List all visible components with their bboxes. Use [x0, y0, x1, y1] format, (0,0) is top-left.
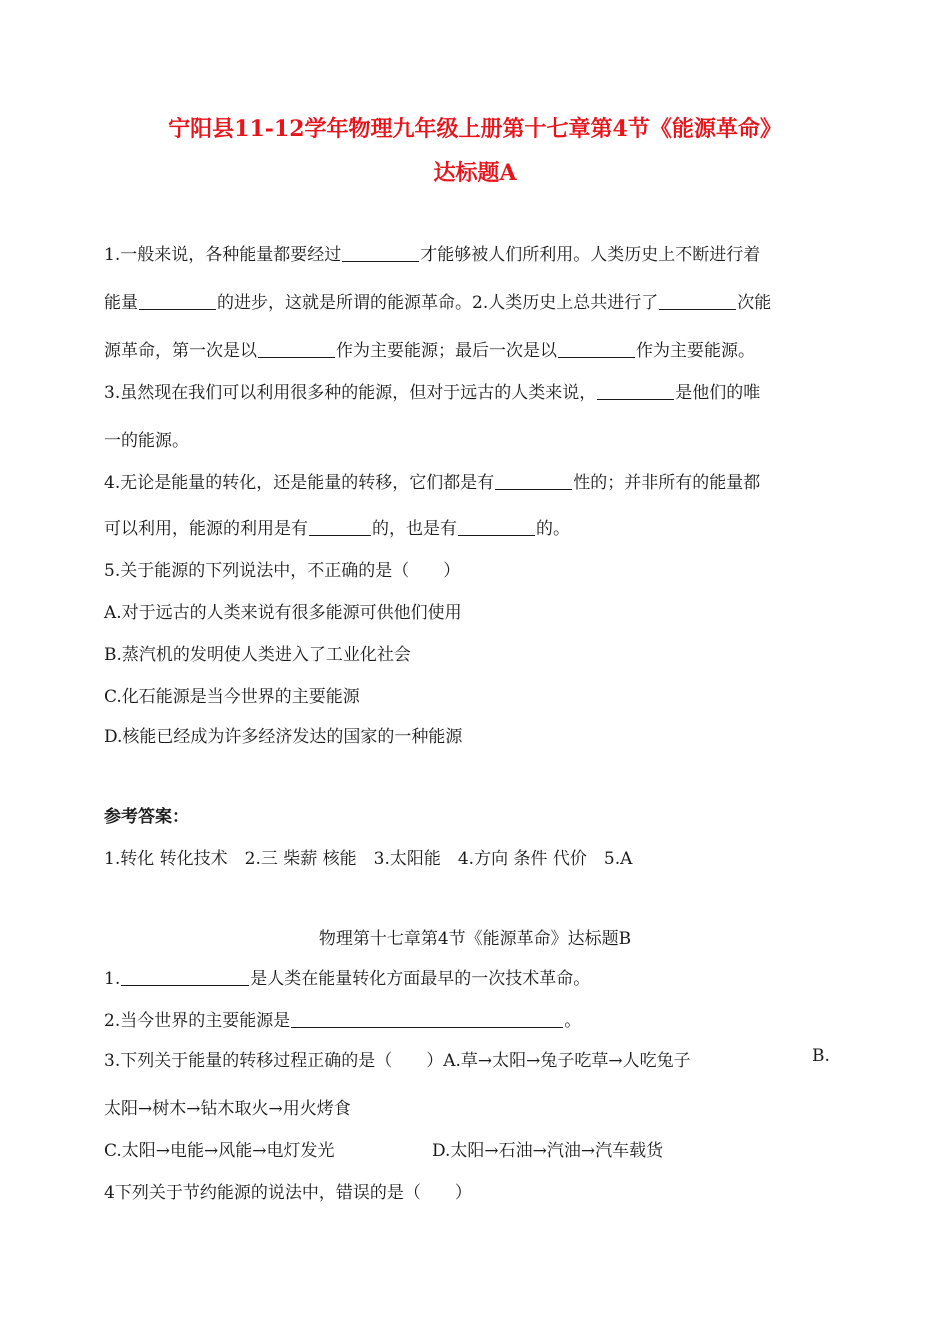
- b-q3-option-d: D.太阳→石油→汽油→汽车载货: [432, 1141, 664, 1161]
- question-3-line2: 一的能源。: [104, 431, 189, 451]
- section-b-question-1: [104, 964, 590, 989]
- question-5-option-a: A.对于远古的人类来说有很多能源可供他们使用: [104, 603, 462, 623]
- question-5-option-b: B.蒸汽机的发明使人类进入了工业化社会: [104, 645, 411, 665]
- answer-blank[interactable]: [495, 473, 572, 490]
- answer-blank[interactable]: [309, 519, 371, 536]
- q1-text-4: 的进步，这就是所谓的能源革命。2.人类历史上总共进行了: [217, 293, 659, 313]
- b-q3-text: 3.下列关于能量的转移过程正确的是（ ）A.草→太阳→兔子吃草→人吃兔子: [104, 1051, 691, 1071]
- section-b-question-3-line1: [104, 1046, 691, 1071]
- question-5-option-c: C.化石能源是当今世界的主要能源: [104, 687, 360, 707]
- q1-text-2: 才能够被人们所利用。人类历史上不断进行着: [420, 245, 761, 265]
- b-q2-end: 。: [564, 1011, 582, 1031]
- b-q1-number: 1.: [104, 969, 121, 989]
- q4-text-1: 4.无论是能量的转化，还是能量的转移，它们都是有: [104, 473, 495, 493]
- q1-text-8: 作为主要能源。: [636, 341, 755, 361]
- section-b-title: 物理第十七章第4节《能源革命》达标题B: [318, 929, 632, 949]
- answer-blank[interactable]: [558, 341, 635, 358]
- question-5-stem: 5.关于能源的下列说法中，不正确的是（ ）: [104, 561, 461, 581]
- question-5-option-d: D.核能已经成为许多经济发达的国家的一种能源: [104, 727, 463, 747]
- answer-blank[interactable]: [121, 969, 249, 986]
- q1-text-1: 1.一般来说，各种能量都要经过: [104, 245, 342, 265]
- q4-text-4: 的，也是有: [372, 519, 457, 539]
- section-b-question-3-line2: 太阳→树木→钻木取火→用火烤食: [104, 1099, 351, 1119]
- b-q3-option-b-label: B.: [812, 1046, 830, 1066]
- b-q3-option-c: C.太阳→电能→风能→电灯发光: [104, 1141, 335, 1161]
- answer-blank[interactable]: [342, 245, 419, 262]
- question-1-line2: [104, 288, 771, 313]
- answer-blank[interactable]: [458, 519, 535, 536]
- question-4-line1: [104, 468, 760, 493]
- page-title-line1: 宁阳县11-12学年物理九年级上册第十七章第4节《能源革命》: [168, 116, 782, 142]
- answer-blank[interactable]: [291, 1011, 563, 1028]
- answers-heading: 参考答案：: [104, 807, 189, 827]
- q1-text-3: 能量: [104, 293, 138, 313]
- section-b-question-2: [104, 1006, 581, 1031]
- page-title-line2: 达标题A: [433, 160, 517, 186]
- b-q1-text: 是人类在能量转化方面最早的一次技术革命。: [250, 969, 591, 989]
- q1-text-5: 次能: [737, 293, 772, 313]
- b-q2-text: 2.当今世界的主要能源是: [104, 1011, 291, 1031]
- q1-text-6: 源革命，第一次是以: [104, 341, 257, 361]
- question-3-line1: [104, 378, 760, 403]
- q3-text-2: 是他们的唯: [675, 383, 761, 403]
- q3-text-1: 3.虽然现在我们可以利用很多种的能源，但对于远古的人类来说，: [104, 383, 597, 403]
- question-1-line1: [104, 240, 760, 265]
- answer-blank[interactable]: [258, 341, 335, 358]
- answer-blank[interactable]: [597, 383, 674, 400]
- q4-text-2: 性的；并非所有的能量都: [573, 473, 761, 493]
- answers-text: 1.转化 转化技术 2.三 柴薪 核能 3.太阳能 4.方向 条件 代价 5.A: [104, 849, 633, 869]
- q4-text-5: 的。: [536, 519, 570, 539]
- section-b-question-4: 4下列关于节约能源的说法中，错误的是（ ）: [104, 1183, 472, 1203]
- q1-text-7: 作为主要能源；最后一次是以: [336, 341, 557, 361]
- question-1-line3: [104, 336, 755, 361]
- answer-blank[interactable]: [139, 293, 216, 310]
- q4-text-3: 可以利用，能源的利用是有: [104, 519, 308, 539]
- question-4-line2: [104, 514, 570, 539]
- answer-blank[interactable]: [659, 293, 736, 310]
